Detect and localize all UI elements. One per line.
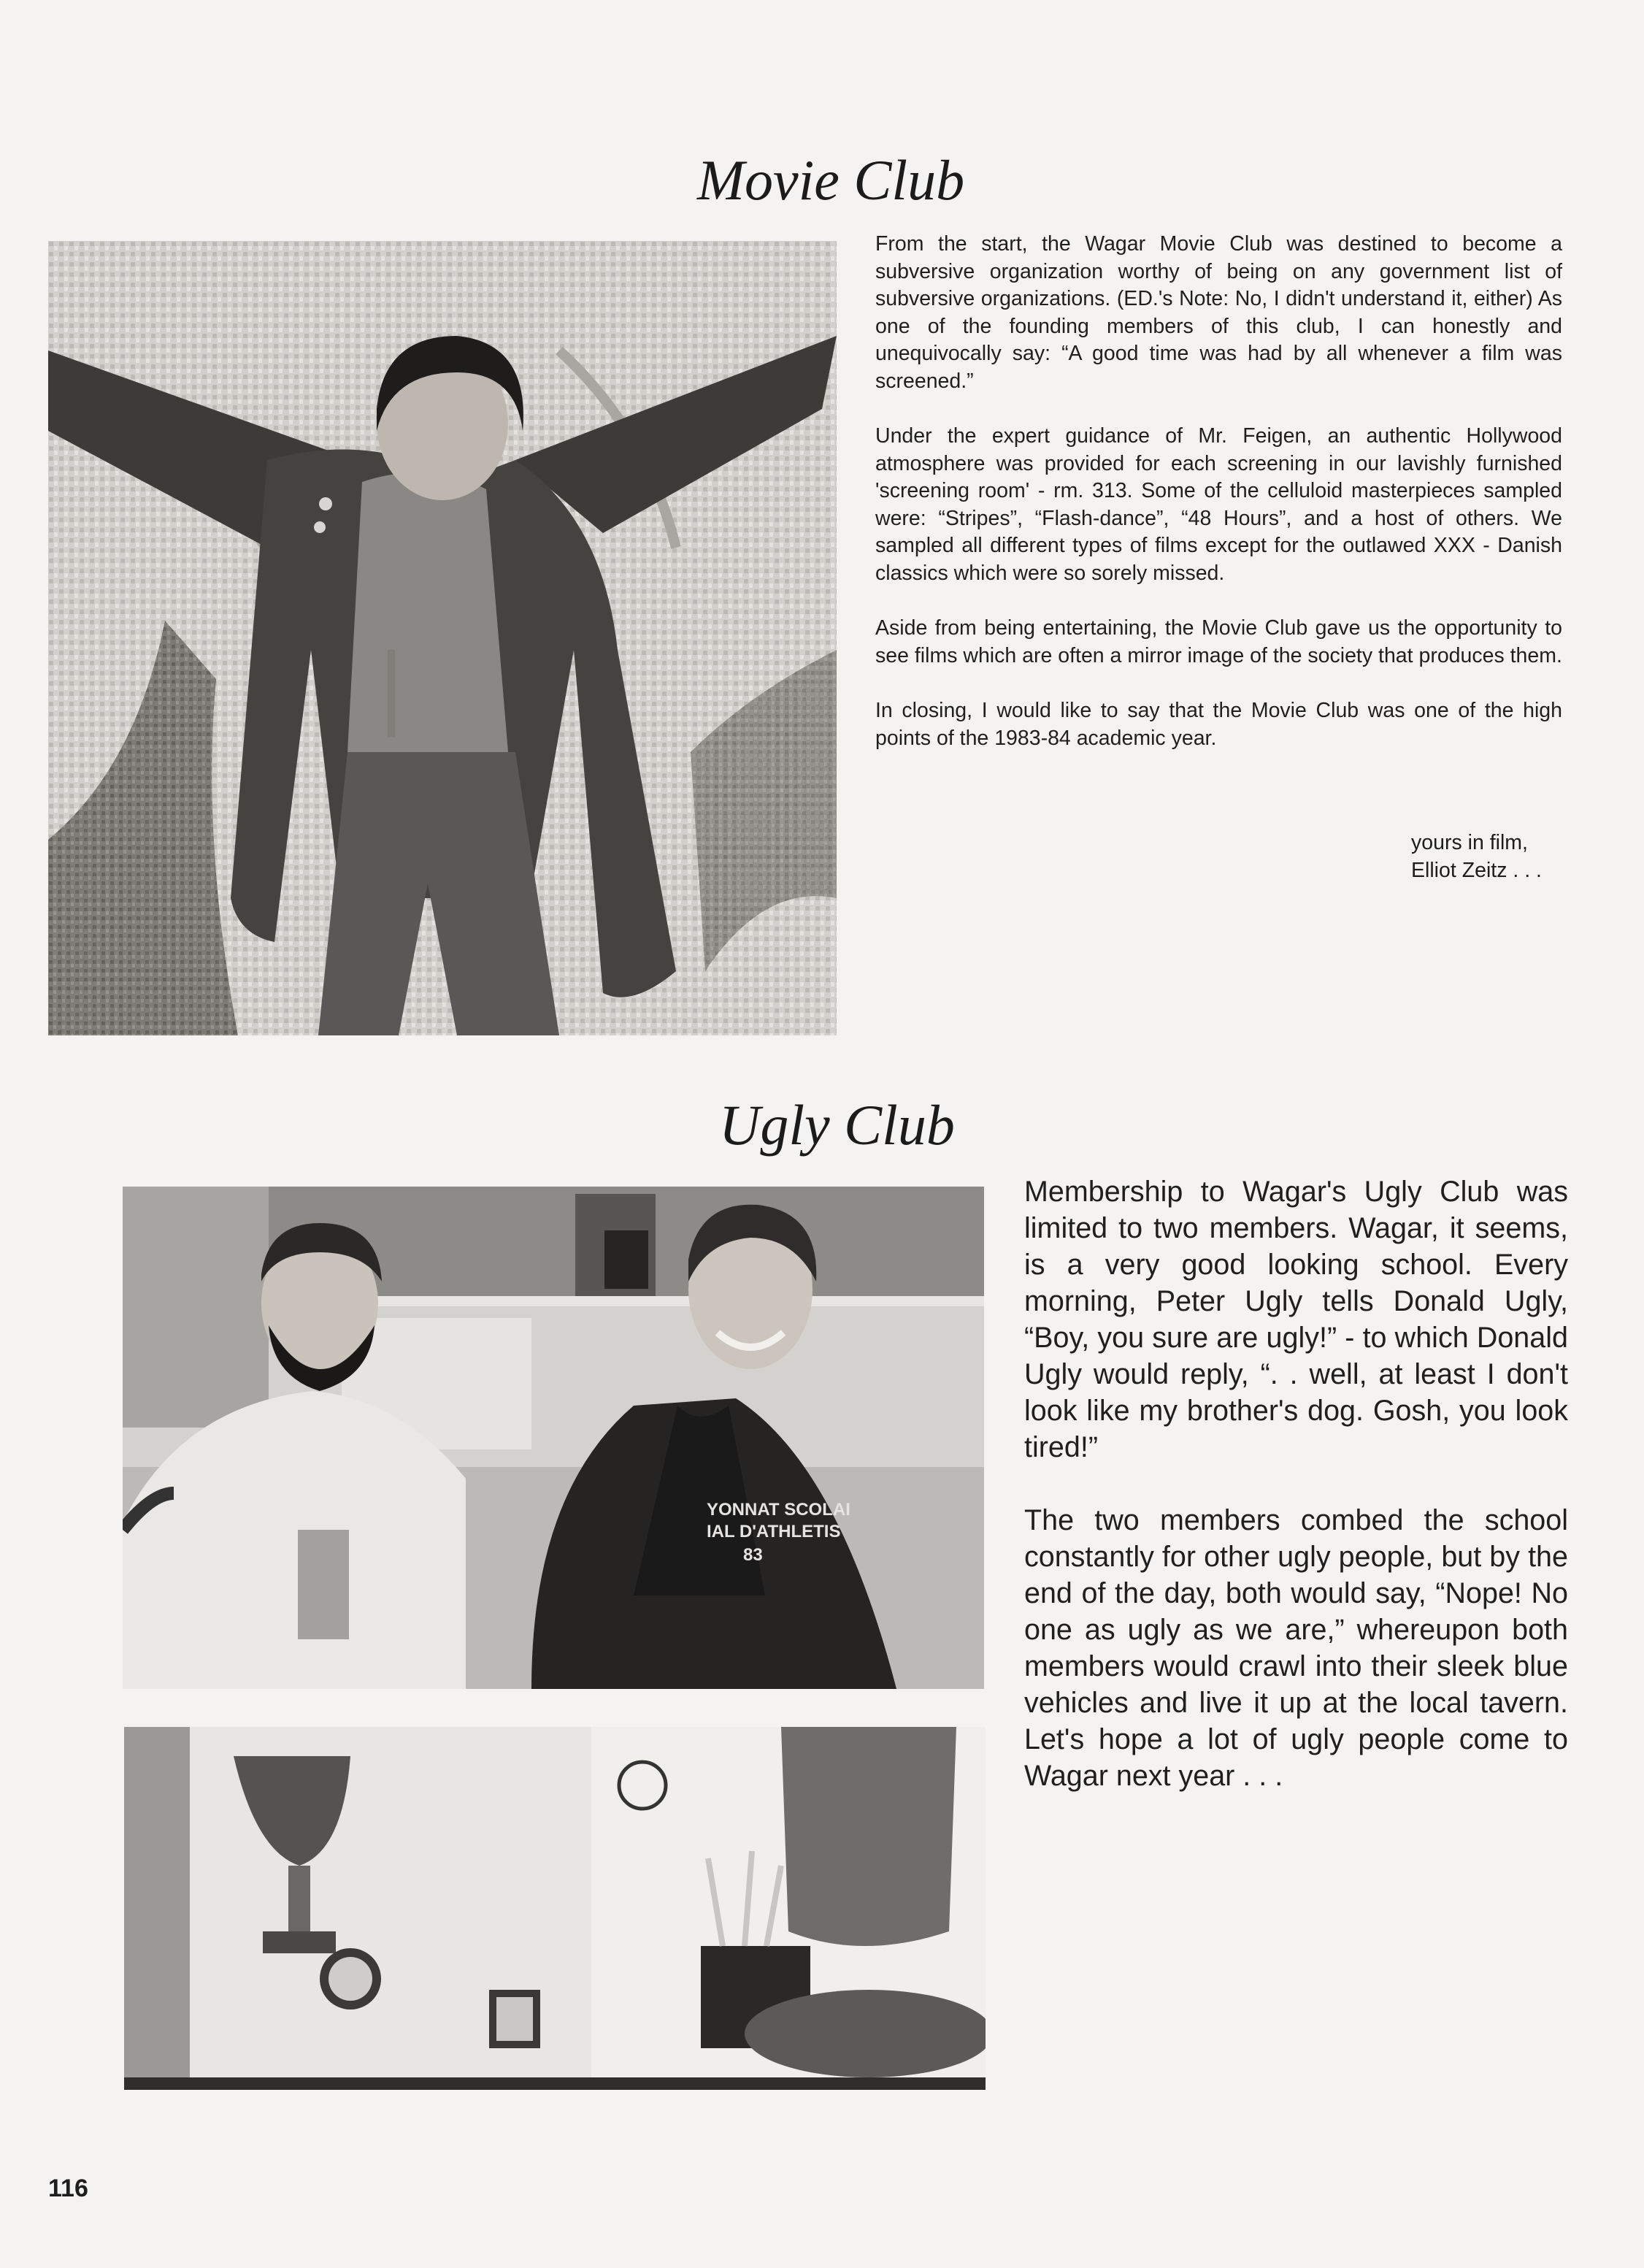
shirt-text-line-1: YONNAT SCOLAI xyxy=(707,1500,850,1520)
signoff-line: yours in film, xyxy=(1411,831,1528,854)
signoff-author: Elliot Zeitz . . . xyxy=(1411,858,1542,882)
movie-club-title: Movie Club xyxy=(697,148,965,212)
shirt-text-line-3: 83 xyxy=(743,1545,763,1565)
movie-club-text xyxy=(875,231,1562,780)
ugly-club-members-photo xyxy=(123,1187,984,1689)
movie-club-photo xyxy=(48,241,837,1035)
movie-club-paragraph: In closing, I would like to say that the Movie Club was one of the high points of the 1983-84 academic year. xyxy=(875,699,1562,750)
movie-club-paragraph: Under the expert guidance of Mr. Feigen, an authentic Hollywood atmosphere was provided for each screening in our lavishly furnished 'screening room' - rm. 313. Some of the celluloid masterpieces sampled were: “Stripes”, “Flash-dance”, “48 Hours”, and a host of others. We sampled all different types of films except for the outlawed XXX - Danish classics which were so sorely missed. xyxy=(875,424,1562,585)
ugly-club-title: Ugly Club xyxy=(719,1093,955,1157)
ugly-club-text xyxy=(1024,1173,1568,1831)
page-number: 116 xyxy=(48,2175,88,2202)
movie-club-signoff xyxy=(1411,830,1542,884)
ugly-club-paragraph: The two members combed the school constantly for other ugly people, but by the end of the day, both would say, “Nope! No one as ugly as we are,” whereupon both members would crawl into their sleek blue vehicles and live it up at the local tavern. Let's hope a lot of ugly people come to Wagar next year . . . xyxy=(1024,1504,1568,1792)
movie-club-paragraph: From the start, the Wagar Movie Club was destined to become a subversive organization worthy of being on any government list of subversive organizations. (ED.'s Note: No, I didn't understand it, either) As one of the founding members of this club, I can honestly and unequivocally say: “A good time was had by all whenever a film was screened.” xyxy=(875,232,1562,393)
shirt-text-line-2: IAL D'ATHLETIS xyxy=(707,1522,841,1541)
ugly-club-desk-photo xyxy=(124,1727,986,2090)
ugly-club-paragraph: Membership to Wagar's Ugly Club was limited to two members. Wagar, it seems, is a very good looking school. Every morning, Peter Ugly tells Donald Ugly, “Boy, you sure are ugly!” - to which Donald Ugly would reply, “. . well, at least I don't look like my brother's dog. Gosh, you look tired!” xyxy=(1024,1176,1568,1463)
movie-club-paragraph: Aside from being entertaining, the Movie Club gave us the opportunity to see films which are often a mirror image of the society that produces them. xyxy=(875,616,1562,667)
